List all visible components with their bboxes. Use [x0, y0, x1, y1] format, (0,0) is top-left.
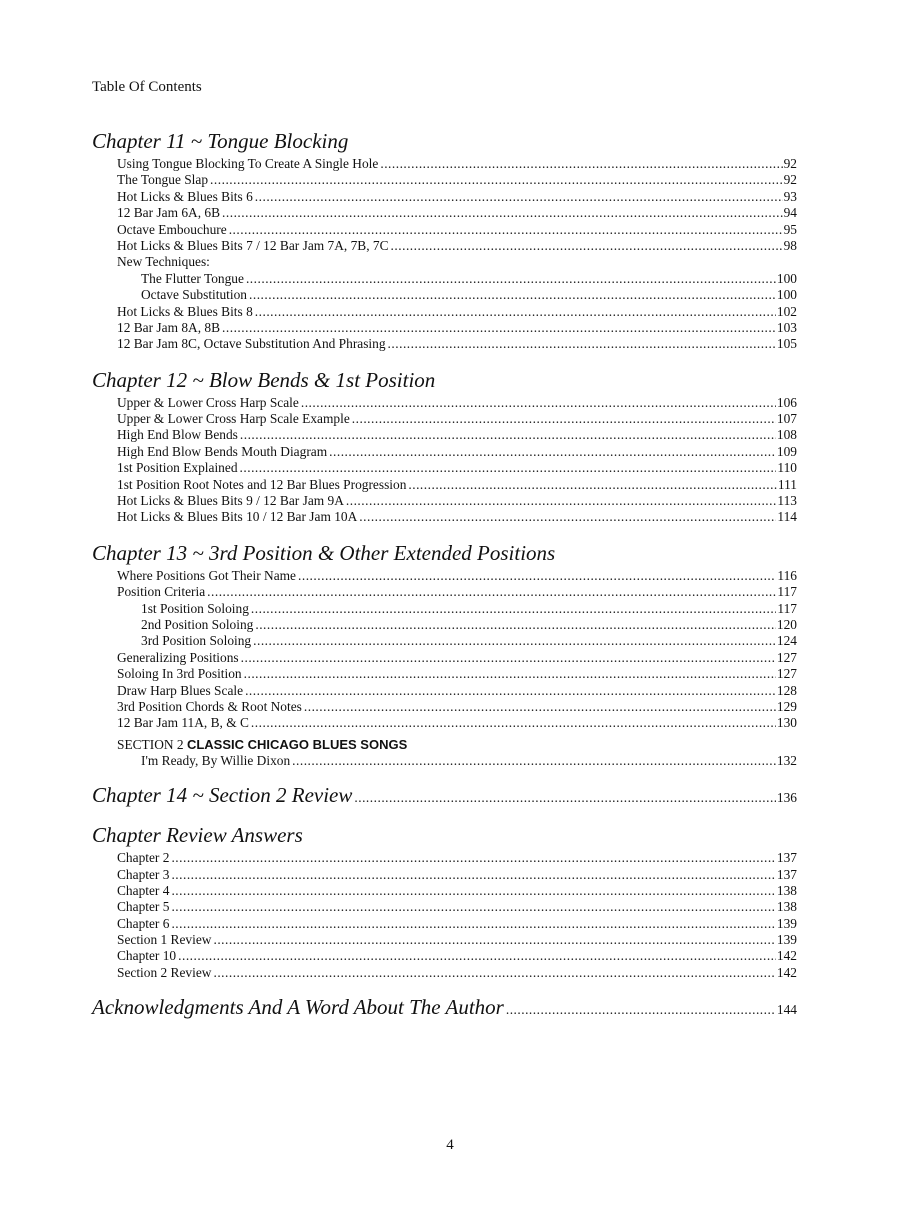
toc-entry[interactable] — [117, 568, 797, 584]
entry-page: 113 — [777, 493, 797, 509]
entry-page: 138 — [776, 899, 797, 915]
dot-leader — [210, 172, 783, 188]
chapter-title: Chapter 11 ~ Tongue Blocking — [92, 129, 349, 153]
toc-entry[interactable] — [117, 336, 797, 352]
toc-entry[interactable] — [117, 633, 797, 649]
entry-page: 129 — [776, 698, 797, 714]
entry-page: 132 — [776, 752, 797, 768]
dot-leader — [354, 790, 776, 806]
toc-subheading — [117, 254, 797, 270]
chapter-12 — [92, 367, 797, 526]
dot-leader — [246, 271, 776, 287]
toc-entry[interactable] — [117, 238, 797, 254]
dot-leader — [329, 444, 776, 460]
toc-entry[interactable] — [117, 948, 797, 964]
dot-leader — [346, 493, 777, 509]
entry-page: 114 — [777, 509, 797, 525]
toc-entry[interactable] — [117, 666, 797, 682]
entry-page: 92 — [783, 156, 797, 171]
table-of-contents — [92, 128, 797, 1034]
entry-label: The Flutter Tongue — [141, 270, 244, 286]
entry-page: 100 — [776, 270, 797, 286]
toc-entry[interactable] — [117, 222, 797, 238]
entry-label: New Techniques: — [117, 254, 210, 270]
entry-label: 3rd Position Chords & Root Notes — [117, 698, 302, 714]
entry-page: 137 — [776, 850, 797, 866]
entry-page: 117 — [777, 600, 797, 616]
page-title: Table Of Contents — [92, 79, 202, 95]
entry-page: 128 — [776, 682, 797, 698]
entry-page: 106 — [776, 394, 797, 410]
entry-page: 142 — [776, 948, 797, 964]
toc-entry[interactable] — [117, 493, 797, 509]
chapter-11 — [92, 128, 797, 353]
dot-leader — [359, 509, 776, 525]
dot-leader — [304, 699, 776, 715]
entry-label: 2nd Position Soloing — [141, 616, 254, 632]
toc-entry[interactable] — [117, 320, 797, 336]
toc-entry[interactable] — [117, 715, 797, 731]
dot-leader — [241, 650, 776, 666]
chapter-14 — [92, 783, 797, 808]
dot-leader — [408, 477, 777, 493]
chapter-title: Chapter 14 ~ Section 2 Review — [92, 783, 353, 808]
entry-label: Chapter 2 — [117, 850, 170, 866]
dot-leader — [178, 948, 776, 964]
entry-page: 92 — [783, 172, 797, 188]
entry-page: 117 — [777, 584, 797, 600]
entry-page: 136 — [776, 790, 797, 806]
toc-entry[interactable] — [117, 617, 797, 633]
dot-leader — [213, 965, 775, 981]
entry-label: Section 1 Review — [117, 932, 212, 948]
toc-entry[interactable] — [117, 883, 797, 899]
section-heading — [117, 736, 797, 753]
entry-label: Using Tongue Blocking To Create A Single Hole — [117, 156, 379, 171]
page-number: 4 — [446, 1137, 454, 1153]
dot-leader — [229, 222, 783, 238]
entry-page: 139 — [776, 915, 797, 931]
entry-label: Octave Embouchure — [117, 221, 227, 237]
dot-leader — [171, 883, 775, 899]
section-prefix: SECTION 2 — [117, 736, 184, 752]
section-title: CLASSIC CHICAGO BLUES SONGS — [186, 736, 408, 752]
toc-entry[interactable] — [92, 783, 797, 808]
dot-leader — [380, 156, 782, 172]
dot-leader — [251, 715, 776, 731]
acknowledgments — [92, 995, 797, 1020]
dot-leader — [251, 601, 777, 617]
dot-leader — [253, 633, 776, 649]
dot-leader — [240, 427, 776, 443]
entry-label: 1st Position Root Notes and 12 Bar Blues Progression — [117, 476, 407, 492]
dot-leader — [255, 617, 776, 633]
toc-entry[interactable] — [92, 995, 797, 1020]
entry-page: 124 — [776, 633, 797, 649]
entry-label: Hot Licks & Blues Bits 9 / 12 Bar Jam 9A — [117, 493, 344, 509]
entry-label: I'm Ready, By Willie Dixon — [141, 752, 291, 768]
entry-label: Hot Licks & Blues Bits 6 — [117, 188, 253, 204]
dot-leader — [171, 916, 775, 932]
toc-entry[interactable] — [117, 650, 797, 666]
entry-label: Octave Substitution — [141, 287, 248, 303]
dot-leader — [240, 460, 777, 476]
dot-leader — [222, 205, 783, 221]
toc-entry[interactable] — [117, 271, 797, 287]
dot-leader — [255, 189, 783, 205]
dot-leader — [171, 867, 775, 883]
dot-leader — [352, 411, 776, 427]
entry-page: 107 — [776, 411, 797, 427]
entry-label: 3rd Position Soloing — [141, 633, 252, 649]
chapter-13 — [92, 540, 797, 769]
toc-entry[interactable] — [117, 427, 797, 443]
entry-page: 108 — [776, 427, 797, 443]
entry-label: 1st Position Soloing — [141, 600, 249, 616]
entry-page: 110 — [777, 460, 797, 476]
toc-entry[interactable] — [117, 601, 797, 617]
toc-entry[interactable] — [117, 899, 797, 915]
entry-page: 116 — [777, 567, 797, 583]
entry-page: 138 — [776, 882, 797, 898]
toc-entry[interactable] — [117, 965, 797, 981]
entry-label: Upper & Lower Cross Harp Scale Example — [117, 411, 350, 427]
chapter-title: Chapter Review Answers — [92, 823, 303, 848]
toc-entry[interactable] — [117, 189, 797, 205]
toc-entry[interactable] — [117, 205, 797, 221]
entry-page: 137 — [776, 866, 797, 882]
entry-label: 12 Bar Jam 11A, B, & C — [117, 715, 249, 731]
entry-label: Generalizing Positions — [117, 649, 239, 665]
entry-label: The Tongue Slap — [117, 172, 209, 188]
entry-page: 98 — [783, 237, 797, 253]
dot-leader — [391, 238, 783, 254]
dot-leader — [298, 568, 776, 584]
toc-entry[interactable] — [117, 156, 797, 172]
entry-label: Soloing In 3rd Position — [117, 666, 242, 682]
entry-page: 95 — [783, 221, 797, 237]
dot-leader — [244, 666, 776, 682]
toc-entry[interactable] — [117, 916, 797, 932]
toc-entry[interactable] — [117, 172, 797, 188]
entry-page: 111 — [777, 476, 797, 492]
entry-page: 105 — [776, 336, 797, 352]
entry-label: Chapter 4 — [117, 882, 170, 898]
entry-label: Hot Licks & Blues Bits 7 / 12 Bar Jam 7A, 7B, 7C — [117, 237, 389, 253]
entry-label: Upper & Lower Cross Harp Scale — [117, 394, 299, 410]
entry-label: Hot Licks & Blues Bits 10 / 12 Bar Jam 10A — [117, 509, 358, 525]
entry-label: 12 Bar Jam 6A, 6B — [117, 205, 221, 221]
toc-entry[interactable] — [117, 932, 797, 948]
entry-page: 93 — [783, 188, 797, 204]
toc-entry[interactable] — [117, 699, 797, 715]
entry-label: Chapter 10 — [117, 948, 177, 964]
dot-leader — [245, 683, 776, 699]
dot-leader — [292, 753, 776, 769]
dot-leader — [506, 1002, 776, 1018]
toc-entry[interactable] — [117, 584, 797, 600]
entry-page: 144 — [776, 1002, 797, 1018]
entry-label: Position Criteria — [117, 584, 206, 600]
entry-page: 127 — [776, 649, 797, 665]
entry-page: 127 — [776, 666, 797, 682]
entry-page: 120 — [776, 616, 797, 632]
toc-entry[interactable] — [117, 304, 797, 320]
dot-leader — [249, 287, 776, 303]
chapter-title: Chapter 13 ~ 3rd Position & Other Extended Positions — [92, 540, 556, 565]
entry-label: Where Positions Got Their Name — [117, 567, 297, 583]
toc-entry[interactable] — [117, 287, 797, 303]
toc-entry[interactable] — [117, 444, 797, 460]
dot-leader — [222, 320, 776, 336]
entry-label: Chapter 6 — [117, 915, 170, 931]
toc-entry[interactable] — [117, 850, 797, 866]
entry-label: Draw Harp Blues Scale — [117, 682, 244, 698]
entry-label: 12 Bar Jam 8C, Octave Substitution And Phrasing — [117, 336, 386, 352]
chapter-review-answers — [92, 822, 797, 981]
entry-label: 12 Bar Jam 8A, 8B — [117, 319, 221, 335]
dot-leader — [255, 304, 776, 320]
entry-label: Hot Licks & Blues Bits 8 — [117, 303, 253, 319]
entry-label: High End Blow Bends Mouth Diagram — [117, 443, 328, 459]
toc-entry[interactable] — [117, 411, 797, 427]
entry-page: 139 — [776, 932, 797, 948]
toc-entry[interactable] — [117, 477, 797, 493]
entry-label: Chapter 5 — [117, 899, 170, 915]
dot-leader — [171, 850, 775, 866]
entry-label: High End Blow Bends — [117, 427, 238, 443]
entry-label: Section 2 Review — [117, 964, 212, 980]
dot-leader — [207, 584, 776, 600]
dot-leader — [171, 899, 775, 915]
entry-label: 1st Position Explained — [117, 460, 238, 476]
toc-entry[interactable] — [117, 867, 797, 883]
dot-leader — [301, 395, 776, 411]
toc-entry[interactable] — [117, 460, 797, 476]
toc-entry[interactable] — [117, 395, 797, 411]
toc-entry[interactable] — [117, 683, 797, 699]
chapter-title: Acknowledgments And A Word About The Author — [92, 995, 504, 1020]
entry-page: 102 — [776, 303, 797, 319]
entry-page: 103 — [776, 319, 797, 335]
toc-entry[interactable] — [117, 753, 797, 769]
toc-entry[interactable] — [117, 509, 797, 525]
dot-leader — [213, 932, 775, 948]
entry-label: Chapter 3 — [117, 866, 170, 882]
entry-page: 142 — [776, 964, 797, 980]
entry-page: 94 — [783, 205, 797, 221]
entry-page: 130 — [776, 715, 797, 731]
entry-page: 109 — [776, 443, 797, 459]
entry-page: 100 — [776, 287, 797, 303]
chapter-title: Chapter 12 ~ Blow Bends & 1st Position — [92, 367, 436, 392]
dot-leader — [388, 336, 776, 352]
